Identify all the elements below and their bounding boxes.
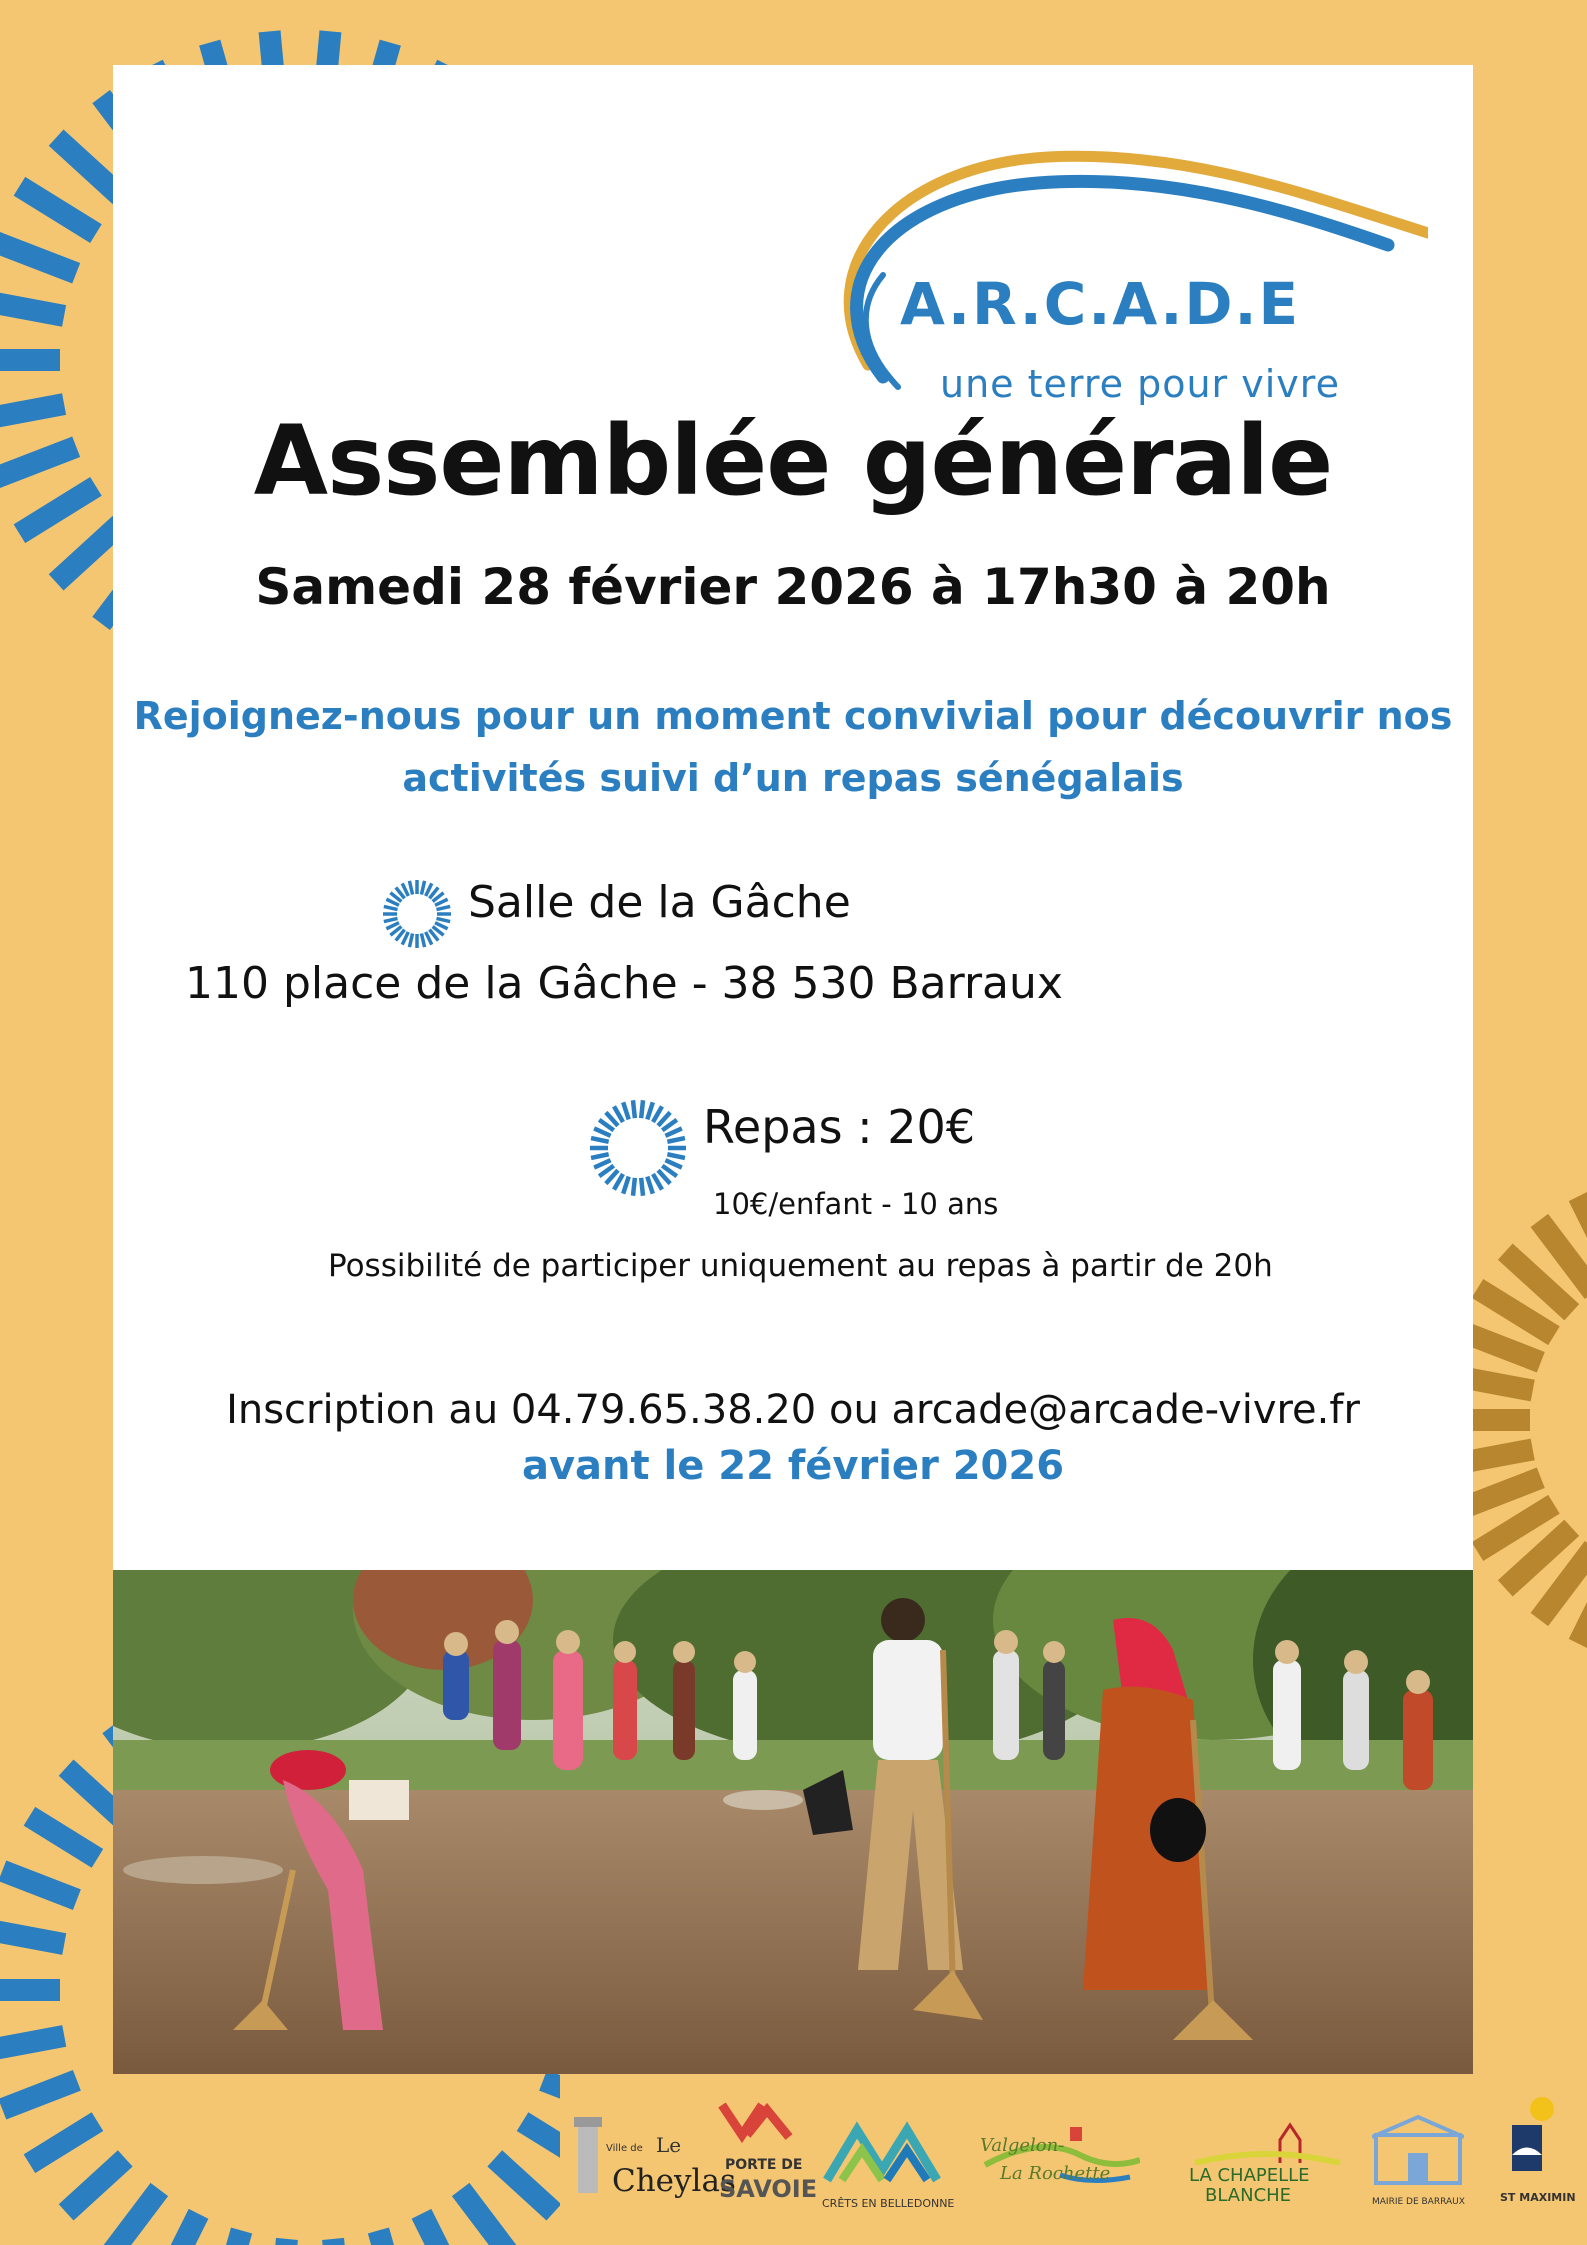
meal-child-price: 10€/enfant - 10 ans <box>713 1187 999 1221</box>
chapelle-line-2: BLANCHE <box>1205 2185 1292 2206</box>
valgelon-line-2: La Rochette <box>1000 2163 1111 2184</box>
cheylas-tower-icon <box>570 2113 610 2193</box>
poster-card <box>113 65 1473 2074</box>
partner-cretes-en-belledonne <box>822 2115 955 2225</box>
porte-chevron-icon <box>717 2095 797 2155</box>
cretes-mountains-icon <box>822 2115 942 2185</box>
cheylas-name: Cheylas <box>612 2163 736 2199</box>
porte-top: PORTE DE <box>725 2157 803 2173</box>
sun-bullet-icon <box>588 1098 688 1198</box>
logo-name: A.R.C.A.D.E <box>900 270 1301 338</box>
cretes-name: CRÊTS EN BELLEDONNE <box>822 2197 955 2210</box>
partner-valgelon <box>980 2105 1140 2225</box>
partner-mairie-barraux <box>1372 2115 1472 2225</box>
page-title: Assemblée générale <box>253 405 1333 517</box>
venue-address: 110 place de la Gâche - 38 530 Barraux <box>185 958 1063 1009</box>
event-date: Samedi 28 février 2026 à 17h30 à 20h <box>255 558 1331 616</box>
meal-note: Possibilité de participer uniquement au repas à partir de 20h <box>328 1248 1273 1284</box>
logo-tagline: une terre pour vivre <box>940 362 1340 406</box>
porte-bottom: SAVOIE <box>719 2175 818 2203</box>
mairie-building-icon <box>1372 2115 1464 2185</box>
cheylas-prefix: Ville de <box>606 2143 643 2154</box>
chapelle-line-1: LA CHAPELLE <box>1189 2165 1310 2186</box>
meal-price: Repas : 20€ <box>703 1100 976 1154</box>
st-maximin-name: ST MAXIMIN <box>1500 2191 1576 2204</box>
partner-st-maximin <box>1500 2095 1576 2225</box>
invitation-line-2: activités suivi d’un repas sénégalais <box>402 756 1184 800</box>
invitation-text <box>113 685 1473 809</box>
invitation-line-1: Rejoignez-nous pour un moment convivial pour découvrir nos <box>133 694 1453 738</box>
chapelle-church-icon <box>1185 2115 1345 2165</box>
event-photo <box>113 1570 1473 2074</box>
valgelon-line-1: Valgelon- <box>980 2135 1065 2156</box>
venue-name: Salle de la Gâche <box>468 877 851 928</box>
sun-bullet-icon <box>381 878 453 950</box>
partner-la-chapelle-blanche <box>1185 2115 1345 2225</box>
arcade-logo <box>788 115 1428 415</box>
partner-logos <box>560 2095 1576 2235</box>
registration-deadline: avant le 22 février 2026 <box>521 1443 1065 1489</box>
mairie-name: MAIRIE DE BARRAUX <box>1372 2197 1465 2207</box>
partner-porte-de-savoie <box>715 2095 818 2225</box>
registration-contact: Inscription au 04.79.65.38.20 ou arcade@arcade-vivre.fr <box>226 1387 1360 1433</box>
st-maximin-sun-icon <box>1500 2095 1560 2175</box>
cheylas-le: Le <box>656 2133 682 2157</box>
partner-cheylas <box>570 2105 736 2225</box>
